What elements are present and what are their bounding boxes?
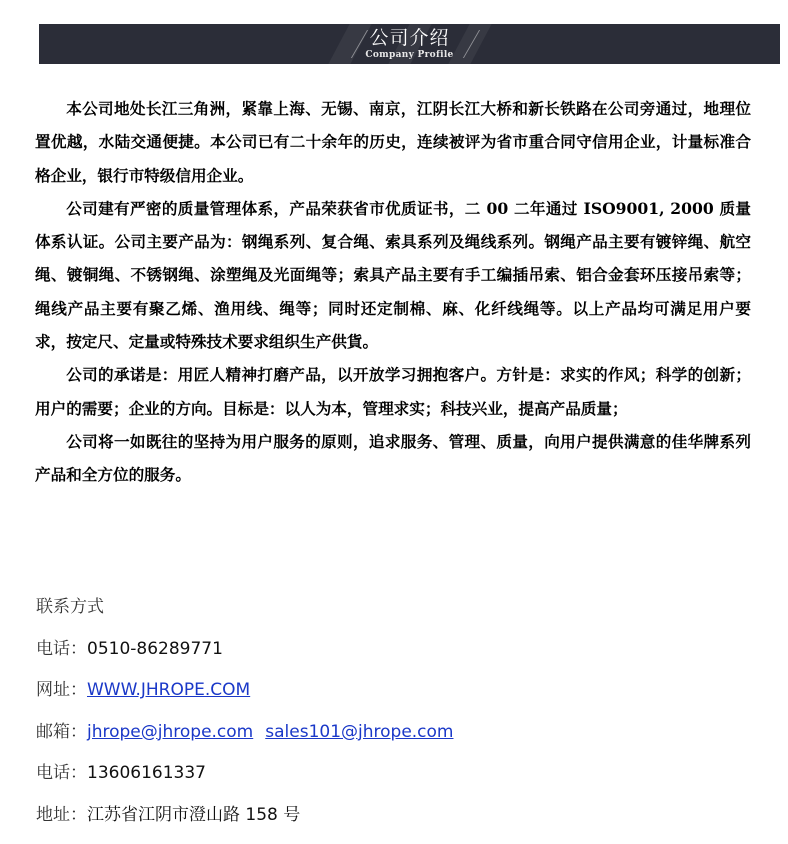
email-label: 邮箱： [36,721,87,742]
email-link-primary[interactable]: jhrope@jhrope.com [87,721,254,742]
contact-info [36,594,756,843]
address-value: 江苏省江阴市澄山路 158 号 [87,804,301,825]
contact-phone-row [36,636,756,678]
contact-email-row [36,719,756,761]
section-title: 公司介绍 [369,27,450,49]
contact-website-row [36,677,756,719]
phone-label: 电话： [36,638,87,659]
contact-address-row [36,802,756,844]
intro-paragraph: 公司的承诺是：用匠人精神打磨产品，以开放学习拥抱客户。方针是：求实的作风；科学的创新；用户的需要；企业的方向。目标是：以人为本，管理求实；科技兴业，提高产品质量； [35,365,751,418]
contact-heading: 联系方式 [36,597,104,617]
company-intro [35,92,751,492]
section-subtitle: Company Profile [365,50,454,60]
mobile-value: 13606161337 [87,763,206,783]
phone-value: 0510-86289771 [87,638,223,659]
intro-paragraph: 本公司地处长江三角洲，紧靠上海、无锡、南京，江阴长江大桥和新长铁路在公司旁通过，地理位置优越，水陆交通便捷。本公司已有二十余年的历史，连续被评为省市重合同守信用企业，计量标准合格企业，银行市特级信用企业。 [35,99,751,185]
website-link[interactable]: WWW.JHROPE.COM [87,680,251,700]
section-header [39,24,780,64]
contact-mobile-row [36,760,756,802]
intro-paragraph: 公司建有严密的质量管理体系，产品荣获省市优质证书，二 00 二年通过 ISO9001, 2000 质量体系认证。公司主要产品为：钢绳系列、复合绳、索具系列及绳线系列。钢绳产品主要有镀锌绳、航空绳、镀铜绳、不锈钢绳、涂塑绳及光面绳等；索具产品主要有手工编插吊索、铝合金套环压接吊索等；绳线产品主要有聚乙烯、渔用线、绳等；同时还定制棉、麻、化纤线绳等。以上产品均可满足用户要求，按定尺、定量或特殊技术要求组织生产供貨。 [35,198,751,352]
intro-paragraph: 公司将一如既往的坚持为用户服务的原则，追求服务、管理、质量，向用户提供满意的佳华牌系列产品和全方位的服务。 [35,431,751,485]
email-link-sales[interactable]: sales101@jhrope.com [265,721,454,742]
address-label: 地址： [36,804,87,825]
website-label: 网址： [36,680,87,700]
mobile-label: 电话： [36,763,87,783]
